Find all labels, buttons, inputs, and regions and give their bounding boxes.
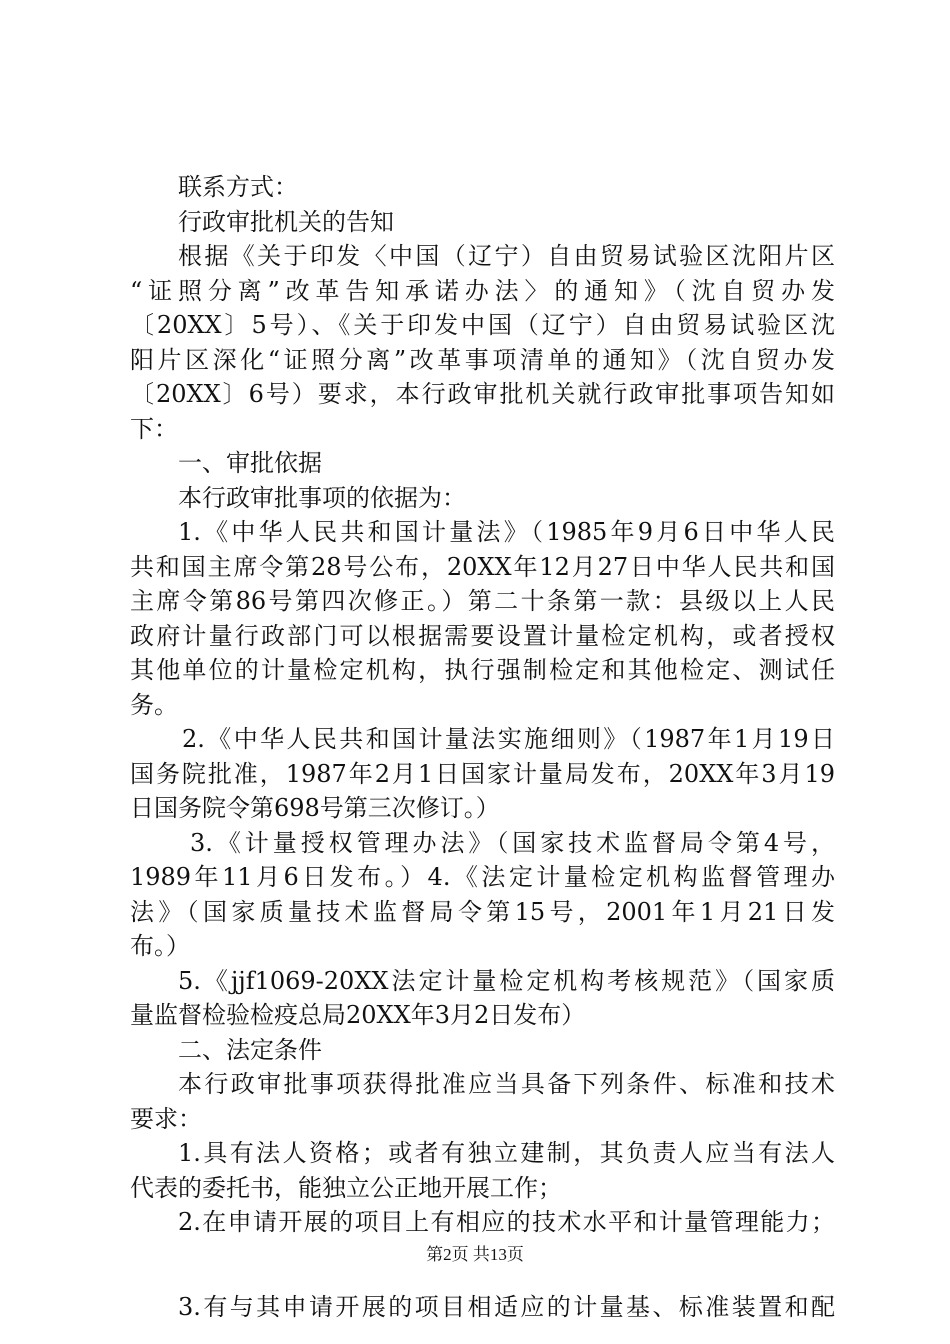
text-line: 主席令第86号第四次修正。）第二十条第一款：县级以上人民	[130, 587, 835, 615]
text-line: “证照分离”改革告知承诺办法〉的通知》（沈自贸办发	[130, 276, 835, 305]
text-line: 法》（国家质量技术监督局令第15号，2001年1月21日发	[130, 897, 835, 926]
page-footer: 第2页 共13页	[426, 1245, 524, 1264]
text-line: 根据《关于印发〈中国（辽宁）自由贸易试验区沈阳片区	[178, 242, 835, 270]
text-line: 2.在申请开展的项目上有相应的技术水平和计量管理能力；	[178, 1208, 835, 1236]
text-line: 一、审批依据	[178, 449, 322, 477]
text-line: 下：	[130, 414, 178, 443]
text-line: 政府计量行政部门可以根据需要设置计量检定机构，或者授权	[130, 621, 835, 650]
text-line: 〔20XX〕6号）要求，本行政审批机关就行政审批事项告知如	[130, 380, 835, 408]
text-line: 务。	[130, 690, 178, 719]
text-line: 3.有与其申请开展的项目相适应的计量基、标准装置和配	[178, 1292, 835, 1321]
text-line: 行政审批机关的告知	[178, 207, 394, 236]
text-line: 2.《中华人民共和国计量法实施细则》（1987年1月19日	[182, 725, 835, 753]
text-line: 本行政审批事项的依据为：	[178, 483, 466, 512]
text-line: 5.《jjf1069-20XX法定计量检定机构考核规范》（国家质	[178, 966, 835, 995]
text-line: 联系方式：	[178, 173, 298, 201]
text-line: 本行政审批事项获得批准应当具备下列条件、标准和技术	[178, 1070, 835, 1098]
text-line: 阳片区深化“证照分离”改革事项清单的通知》（沈自贸办发	[130, 345, 835, 374]
text-line: 量监督检验检疫总局20XX年3月2日发布）	[130, 1001, 586, 1029]
text-line: 布。）	[130, 932, 190, 960]
text-line: 1989年11月6日发布。）4.《法定计量检定机构监督管理办	[130, 863, 835, 891]
text-line: 1.《中华人民共和国计量法》（1985年9月6日中华人民	[178, 518, 835, 546]
text-line: 国务院批准，1987年2月1日国家计量局发布，20XX年3月19	[130, 759, 835, 788]
document-body	[130, 170, 835, 1324]
text-line: 代表的委托书，能独立公正地开展工作；	[130, 1173, 562, 1202]
text-line: 共和国主席令第28号公布，20XX年12月27日中华人民共和国	[130, 552, 835, 581]
text-line: 二、法定条件	[178, 1035, 322, 1064]
text-line: 其他单位的计量检定机构，执行强制检定和其他检定、测试任	[130, 656, 835, 684]
text-line: 要求：	[130, 1104, 202, 1133]
text-line: 日国务院令第698号第三次修订。）	[130, 794, 500, 822]
text-line: 〔20XX〕5号）、《关于印发中国（辽宁）自由贸易试验区沈	[130, 311, 835, 339]
text-line: 1.具有法人资格；或者有独立建制，其负责人应当有法人	[178, 1139, 835, 1167]
text-line: 3.《计量授权管理办法》（国家技术监督局令第4号，	[190, 828, 835, 857]
